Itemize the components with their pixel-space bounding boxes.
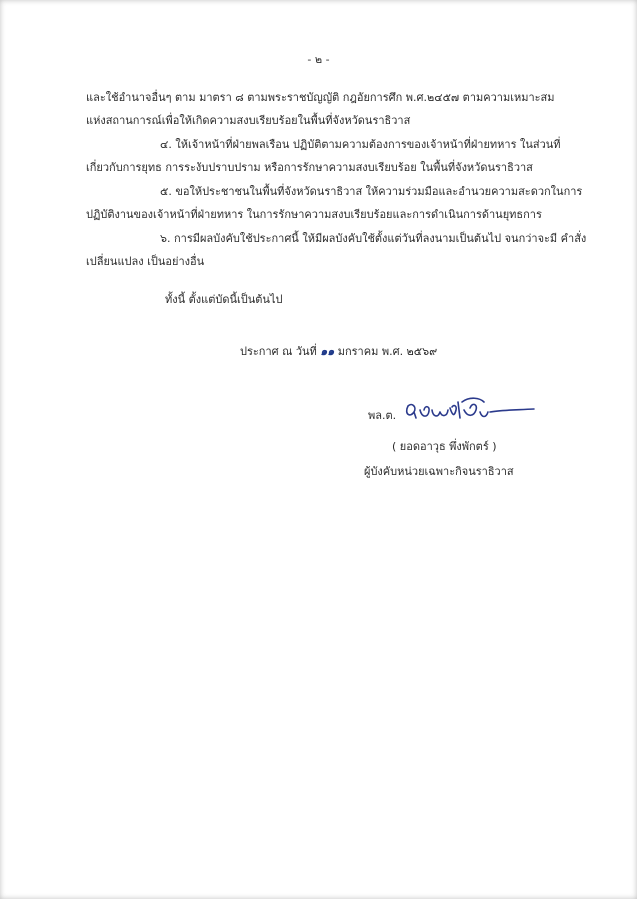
paragraph-line: แห่งสถานการณ์เพื่อให้เกิดความสงบเรียบร้อยในพื้นที่จังหวัดนราธิวาส xyxy=(86,114,411,127)
paragraph-line: และใช้อำนาจอื่นๆ ตาม มาตรา ๘ ตามพระราชบัญญัติ กฎอัยการศึก พ.ศ.๒๔๕๗ ตามความเหมาะสม xyxy=(86,91,555,104)
paragraph-line: ๕. ขอให้ประชาชนในพื้นที่จังหวัดนราธิวาส ให้ความร่วมมือและอำนวยความสะดวกในการ xyxy=(160,185,583,198)
page-number: - ๒ - xyxy=(307,53,330,66)
signatory-rank: พล.ต. xyxy=(368,409,397,422)
date-day: ๑๑ xyxy=(320,345,335,358)
announcement-date xyxy=(240,342,437,360)
date-prefix: ประกาศ ณ วันที่ xyxy=(240,345,317,358)
handwritten-signature xyxy=(400,388,540,428)
signatory-name: ( ยอดอาวุธ พึ่งพักตร์ ) xyxy=(392,440,497,453)
paragraph-line: ปฏิบัติงานของเจ้าหน้าที่ฝ่ายทหาร ในการรักษาความสงบเรียบร้อยและการดำเนินการด้านยุทธการ xyxy=(86,208,542,221)
paragraph-line: ๔. ให้เจ้าหน้าที่ฝ่ายพลเรือน ปฏิบัติตามความต้องการของเจ้าหน้าที่ฝ่ายทหาร ในส่วนที่ xyxy=(160,138,561,151)
paragraph-line: เกี่ยวกับการยุทธ การระงับปราบปราม หรือการรักษาความสงบเรียบร้อย ในพื้นที่จังหวัดนราธิวาส xyxy=(86,161,533,174)
closing-statement: ทั้งนี้ ตั้งแต่บัดนี้เป็นต้นไป xyxy=(165,293,283,306)
date-suffix: มกราคม พ.ศ. ๒๕๖๙ xyxy=(337,345,438,358)
paragraph-line: เปลี่ยนแปลง เป็นอย่างอื่น xyxy=(86,255,205,268)
signatory-title: ผู้บังคับหน่วยเฉพาะกิจนราธิวาส xyxy=(364,465,514,478)
paragraph-line: ๖. การมีผลบังคับใช้ประกาศนี้ ให้มีผลบังคับใช้ตั้งแต่วันที่ลงนามเป็นต้นไป จนกว่าจะมี คำสั่ง xyxy=(160,232,587,245)
